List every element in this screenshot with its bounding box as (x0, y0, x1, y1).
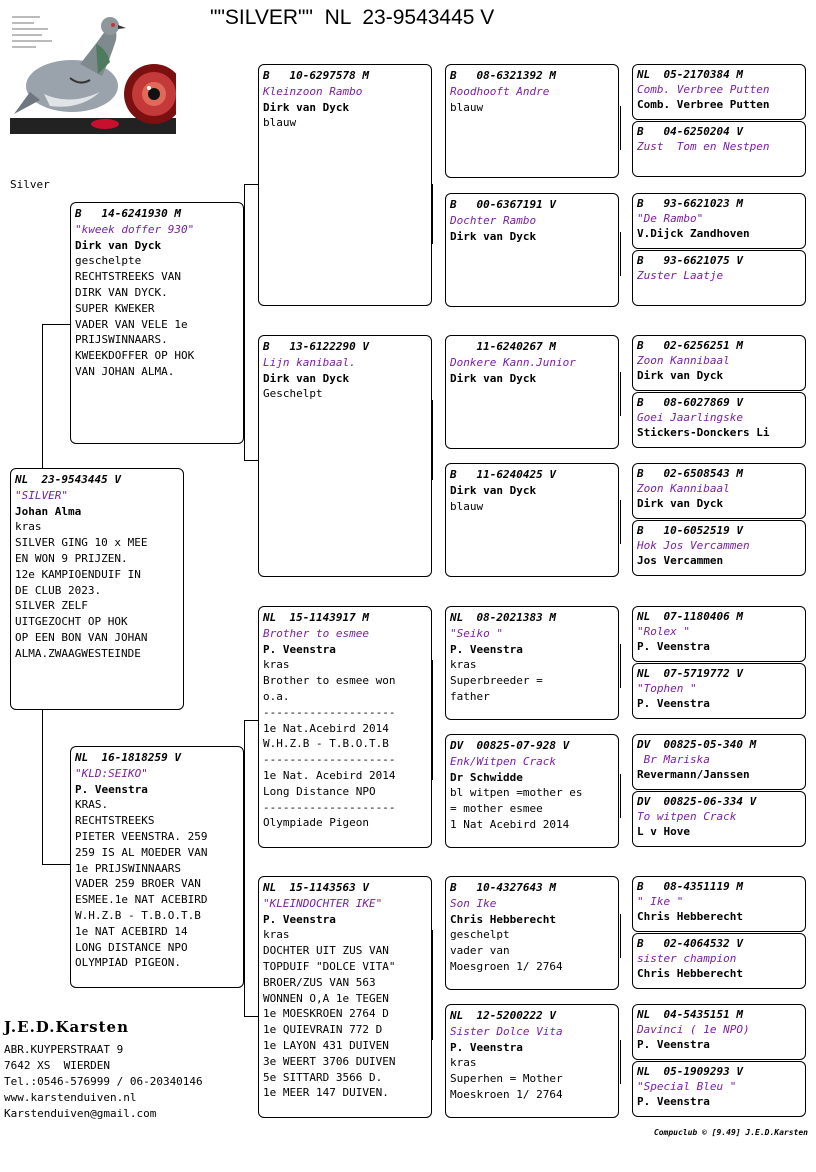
description: kras DOCHTER UIT ZUS VAN TOPDUIF "DOLCE VITA" BROER/ZUS VAN 563 WONNEN O,A 1e TEGEN 1e MOESKROEN 2764 D 1e QUIEVRAIN 772 D 1e LAYON 431 DUIVEN 3e WEERT 3706 DUIVEN 5e SITTARD 3566 D. 1e MEER 147 DUIVEN. (263, 928, 396, 1100)
ring-number: B 00-6367191 V (450, 198, 556, 211)
pigeon-card-fff[interactable] (445, 64, 619, 178)
ring-number: B 10-4327643 M (450, 881, 556, 894)
description: kras Superhen = Mother Moeskroen 1/ 2764 (450, 1056, 563, 1101)
ring-number: NL 23-9543445 V (15, 473, 121, 486)
description: KRAS. RECHTSTREEKS PIETER VEENSTRA. 259 259 IS AL MOEDER VAN 1e PRIJSWINNAARS VADER 259 BROER VAN ESMEE.1e NAT ACEBIRD W.H.Z.B - T.B.O.T.B 1e NAT ACEBIRD 14 LONG DISTANCE NPO OLYMPIAD PIGEON. (75, 798, 208, 970)
owner: Comb. Verbree Putten (637, 98, 770, 112)
description: kras Superbreeder = father (450, 658, 543, 703)
pigeon-name: sister champion (637, 952, 737, 966)
pigeon-card-g11[interactable] (632, 734, 806, 790)
owner: Chris Hebberecht (637, 910, 743, 924)
owner: Dirk van Dyck (450, 483, 537, 497)
breeder-phone: Tel.:0546-576999 / 06-20340146 (4, 1075, 203, 1088)
connector-line (432, 660, 433, 780)
ring-number: B 11-6240425 V (450, 468, 556, 481)
connector-line (620, 500, 621, 544)
ring-number: B 04-6250204 V (637, 125, 743, 138)
pigeon-name: "De Rambo" (637, 212, 704, 226)
ring-number: NL 15-1143563 V (263, 881, 369, 894)
pigeon-name: "Rolex " (637, 625, 690, 639)
pigeon-card-fm[interactable] (258, 335, 432, 577)
ring-number: NL 16-1818259 V (75, 751, 181, 764)
pigeon-name: "kweek doffer 930" (75, 222, 195, 236)
connector-line (432, 184, 433, 244)
ring-number: B 10-6297578 M (263, 69, 369, 82)
pigeon-card-g14[interactable] (632, 933, 806, 989)
owner: P. Veenstra (637, 1038, 710, 1052)
pigeon-name: Comb. Verbree Putten (637, 83, 770, 97)
pigeon-name: "Special Bleu " (637, 1080, 737, 1094)
owner: Revermann/Janssen (637, 768, 750, 782)
connector-line (620, 1040, 621, 1084)
ring-number: B 14-6241930 M (75, 207, 181, 220)
pigeon-card-g2[interactable] (632, 121, 806, 177)
description: kras SILVER GING 10 x MEE EN WON 9 PRIJZEN. 12e KAMPIOENDUIF IN DE CLUB 2023. SILVER ZELF UITGEZOCHT OP HOK OP EEN BON VAN JOHAN ALMA.ZWAAGWESTEINDE (15, 520, 148, 660)
pigeon-card-g10[interactable] (632, 663, 806, 719)
pigeon-card-fmm[interactable] (445, 463, 619, 577)
connector-line (620, 774, 621, 818)
pigeon-name: Kleinzoon Rambo (263, 84, 363, 98)
pigeon-card-mmf[interactable] (445, 876, 619, 990)
ring-number: NL 04-5435151 M (637, 1008, 743, 1021)
connector-line (620, 232, 621, 276)
owner: Dirk van Dyck (263, 100, 350, 114)
connector-line (42, 324, 43, 468)
connector-line (244, 184, 245, 460)
pigeon-card-g13[interactable] (632, 876, 806, 932)
description: Geschelpt (263, 387, 323, 401)
pigeon-card-subject[interactable] (10, 468, 184, 710)
connector-line (244, 720, 245, 1016)
pigeon-name: Brother to esmee (263, 626, 369, 640)
ring-number: NL 08-2021383 M (450, 611, 556, 624)
pigeon-card-mm[interactable] (258, 876, 432, 1118)
owner: Johan Alma (15, 504, 82, 518)
ring-number: NL 05-1909293 V (637, 1065, 743, 1078)
connector-line (244, 720, 258, 721)
pigeon-name: Son Ike (450, 896, 497, 910)
connector-line (42, 710, 43, 864)
pigeon-card-g15[interactable] (632, 1004, 806, 1060)
pigeon-card-g5[interactable] (632, 335, 806, 391)
connector-line (620, 372, 621, 416)
breeder-info (4, 1018, 203, 1122)
pigeon-card-fmf[interactable] (445, 335, 619, 449)
owner: Dirk van Dyck (637, 369, 724, 383)
pigeon-name: Roodhooft Andre (450, 84, 550, 98)
connector-line (244, 1016, 258, 1017)
pigeon-card-g8[interactable] (632, 520, 806, 576)
description: kras Brother to esmee won o.a. -------------------- 1e Nat.Acebird 2014 W.H.Z.B - T.B.O.T.B -------------------- 1e Nat. Acebird 2014 Long Distance NPO -------------------- Olympiade Pigeon (263, 658, 396, 830)
description: blauw (263, 116, 297, 130)
pigeon-name: " Ike " (637, 895, 684, 909)
pigeon-name: Davinci ( 1e NPO) (637, 1023, 750, 1037)
pigeon-card-mff[interactable] (445, 606, 619, 720)
connector-line (42, 324, 70, 325)
pigeon-name: Sister Dolce Vita (450, 1024, 563, 1038)
pigeon-name: Enk/Witpen Crack (450, 754, 556, 768)
owner: P. Veenstra (637, 697, 710, 711)
pigeon-card-mother[interactable] (70, 746, 244, 988)
pigeon-name: Donkere Kann.Junior (450, 355, 576, 369)
pigeon-card-ff[interactable] (258, 64, 432, 306)
connector-line (244, 184, 258, 185)
owner: L v Hove (637, 825, 690, 839)
connector-line (42, 864, 70, 865)
pigeon-card-mfm[interactable] (445, 734, 619, 848)
connector-line (620, 106, 621, 150)
owner: Stickers-Donckers Li (637, 426, 770, 440)
connector-line (432, 400, 433, 480)
ring-number: NL 05-2170384 M (637, 68, 743, 81)
pigeon-name: To witpen Crack (637, 810, 737, 824)
ring-number: DV 00825-07-928 V (450, 739, 570, 752)
owner: P. Veenstra (263, 642, 336, 656)
owner: Dr Schwidde (450, 770, 523, 784)
subject-label: Silver (10, 178, 50, 191)
pigeon-photo (10, 14, 176, 134)
pigeon-name: Zuster Laatje (637, 269, 724, 283)
ring-number: B 02-4064532 V (637, 937, 743, 950)
pigeon-card-g7[interactable] (632, 463, 806, 519)
pigeon-name: Zust Tom en Nestpen (637, 140, 770, 154)
connector-line (620, 644, 621, 688)
owner: Jos Vercammen (637, 554, 724, 568)
owner: Dirk van Dyck (450, 229, 537, 243)
owner: Dirk van Dyck (263, 371, 350, 385)
breeder-address: ABR.KUYPERSTRAAT 9 (4, 1043, 124, 1056)
pigeon-name: Zoon Kannibaal (637, 482, 730, 496)
owner: Chris Hebberecht (637, 967, 743, 981)
ring-number: B 08-6321392 M (450, 69, 556, 82)
pigeon-name: Dochter Rambo (450, 213, 537, 227)
pigeon-name: Zoon Kannibaal (637, 354, 730, 368)
pigeon-card-g4[interactable] (632, 250, 806, 306)
ring-number: B 02-6256251 M (637, 339, 743, 352)
pigeon-name: "KLD:SEIKO" (75, 766, 148, 780)
description: bl witpen =mother es = mother esmee 1 Nat Acebird 2014 (450, 786, 583, 831)
breeder-website[interactable]: www.karstenduiven.nl (4, 1091, 137, 1104)
pigeon-name: "KLEINDOCHTER IKE" (263, 896, 383, 910)
owner: Dirk van Dyck (75, 238, 162, 252)
pigeon-image (10, 14, 176, 134)
owner: P. Veenstra (263, 912, 336, 926)
ring-number: DV 00825-05-340 M (637, 738, 757, 751)
pigeon-card-g3[interactable] (632, 193, 806, 249)
owner: Dirk van Dyck (637, 497, 724, 511)
pigeon-card-mf[interactable] (258, 606, 432, 848)
breeder-email[interactable]: Karstenduiven@gmail.com (4, 1107, 157, 1120)
ring-number: B 02-6508543 M (637, 467, 743, 480)
pigeon-name: Lijn kanibaal. (263, 355, 356, 369)
pigeon-card-father[interactable] (70, 202, 244, 444)
owner: P. Veenstra (450, 1040, 523, 1054)
pigeon-name: Hok Jos Vercammen (637, 539, 750, 553)
breeder-name: J.E.D.Karsten (4, 1018, 129, 1036)
owner: P. Veenstra (450, 642, 523, 656)
pigeon-name: "SILVER" (15, 488, 68, 502)
owner: V.Dijck Zandhoven (637, 227, 750, 241)
connector-line (432, 930, 433, 1040)
pigeon-name: "Tophen " (637, 682, 697, 696)
description: geschelpte RECHTSTREEKS VAN DIRK VAN DYCK. SUPER KWEKER VADER VAN VELE 1e PRIJSWINNAARS. KWEEKDOFFER OP HOK VAN JOHAN ALMA. (75, 254, 195, 378)
connector-line (244, 460, 258, 461)
owner: P. Veenstra (637, 640, 710, 654)
footer-credit: Compuclub © [9.49] J.E.D.Karsten (653, 1128, 808, 1137)
owner: Dirk van Dyck (450, 371, 537, 385)
ring-number: B 13-6122290 V (263, 340, 369, 353)
ring-number: B 93-6621075 V (637, 254, 743, 267)
owner: Chris Hebberecht (450, 912, 556, 926)
ring-number: NL 12-5200222 V (450, 1009, 556, 1022)
ring-number: DV 00825-06-334 V (637, 795, 757, 808)
ring-number: B 08-6027869 V (637, 396, 743, 409)
owner: P. Veenstra (75, 782, 148, 796)
ring-number: B 93-6621023 M (637, 197, 743, 210)
connector-line (620, 914, 621, 958)
pigeon-name: "Seiko " (450, 626, 503, 640)
pigeon-name: Br Mariska (637, 753, 710, 767)
description: geschelpt vader van Moesgroen 1/ 2764 (450, 928, 563, 973)
ring-number: NL 07-1180406 M (637, 610, 743, 623)
ring-number: 11-6240267 M (450, 340, 556, 353)
owner: P. Veenstra (637, 1095, 710, 1109)
ring-number: B 10-6052519 V (637, 524, 743, 537)
description: blauw (450, 499, 484, 513)
pigeon-card-g12[interactable] (632, 791, 806, 847)
pigeon-card-ffm[interactable] (445, 193, 619, 307)
pigeon-card-g16[interactable] (632, 1061, 806, 1117)
description: blauw (450, 100, 484, 114)
pigeon-name: Goei Jaarlingske (637, 411, 743, 425)
pigeon-card-mmm[interactable] (445, 1004, 619, 1118)
ring-number: B 08-4351119 M (637, 880, 743, 893)
ring-number: NL 15-1143917 M (263, 611, 369, 624)
pigeon-card-g6[interactable] (632, 392, 806, 448)
ring-number: NL 07-5719772 V (637, 667, 743, 680)
pigeon-card-g1[interactable] (632, 64, 806, 120)
breeder-city: 7642 XS WIERDEN (4, 1059, 110, 1072)
pigeon-card-g9[interactable] (632, 606, 806, 662)
page-title: ""SILVER"" NL 23-9543445 V (210, 6, 495, 29)
